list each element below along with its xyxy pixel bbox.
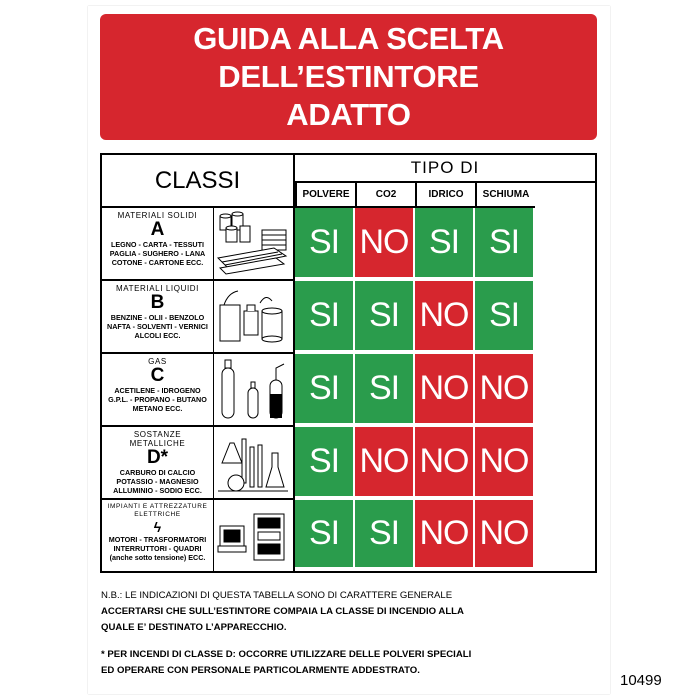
value-cell: SI [295,427,353,496]
class-letter: C [150,365,165,386]
class-letter: B [150,292,165,313]
class-row-a [102,208,295,281]
value-cell: NO [475,354,533,423]
type-header-schiuma: SCHIUMA [475,183,535,208]
value-cell: NO [415,354,473,423]
class-row-electrical [102,500,295,571]
class-row-b [102,281,295,354]
value-cell: SI [295,500,353,567]
note-class-d: * PER INCENDI DI CLASSE D: OCCORRE UTILIZZARE DELLE POLVERI SPECIALI [101,649,472,660]
value-cell: SI [475,281,533,350]
lab-flasks-icon [214,427,293,498]
value-cell: SI [355,354,413,423]
value-cell: NO [475,427,533,496]
value-cell: SI [355,281,413,350]
value-cell: NO [415,500,473,567]
lightning-icon: ϟ [153,519,162,535]
note-general: N.B.: LE INDICAZIONI DI QUESTA TABELLA SONO DI CARATTERE GENERALE [101,590,453,601]
product-code: 10499 [620,672,662,689]
class-description: MOTORI - TRASFORMATORI INTERRUTTORI - QUADRI (anche sotto tensione) ECC. [108,535,207,562]
type-header-co2: CO2 [355,183,415,208]
class-category: MATERIALI LIQUIDI [116,284,199,293]
value-cell: SI [355,500,413,567]
extinguisher-table [100,153,597,573]
class-category: IMPIANTI E ATTREZZATURE ELETTRICHE [107,503,208,518]
class-category: MATERIALI SOLIDI [117,211,198,220]
class-category: SOSTANZE METALLICHE [129,430,186,448]
type-header-idrico: IDRICO [415,183,475,208]
class-row-c [102,354,295,427]
paper-wood-icon [214,208,293,279]
gas-cylinders-icon [214,354,293,425]
types-header: TIPO DI [295,155,595,183]
class-description: LEGNO - CARTA - TESSUTI PAGLIA - SUGHERO - LANA COTONE - CARTONE ECC. [109,240,206,267]
page-title: GUIDA ALLA SCELTA DELL’ESTINTORE ADATTO [193,21,504,132]
note-class-d-cont: ED OPERARE CON PERSONALE PARTICOLARMENTE ADDESTRATO. [101,665,420,676]
value-cell: NO [415,427,473,496]
value-cell: SI [295,354,353,423]
note-check-class: ACCERTARSI CHE SULL’ESTINTORE COMPAIA LA CLASSE DI INCENDIO ALLA [101,606,464,617]
title-banner [100,14,597,140]
liquid-cans-icon [214,281,293,352]
class-letter: A [150,219,165,240]
value-cell: SI [475,208,533,277]
electrical-equipment-icon [214,500,293,571]
value-cell: NO [355,427,413,496]
class-description: CARBURO DI CALCIO POTASSIO - MAGNESIO ALLUMINIO - SODIO ECC. [113,468,202,495]
class-category: GAS [148,357,167,366]
value-cell: NO [355,208,413,277]
class-letter: D* [146,447,169,468]
value-cell: SI [415,208,473,277]
class-row-d [102,427,295,500]
class-description: ACETILENE - IDROGENO G.P.L. - PROPANO - BUTANO METANO ECC. [108,386,207,413]
classes-header: CLASSI [102,155,295,208]
value-cell: SI [295,208,353,277]
type-header-polvere: POLVERE [295,183,355,208]
value-cell: NO [415,281,473,350]
class-description: BENZINE - OLII - BENZOLO NAFTA - SOLVENTI - VERNICI ALCOLI ECC. [107,313,208,340]
value-cell: NO [475,500,533,567]
note-check-class-cont: QUALE E’ DESTINATO L’APPARECCHIO. [101,622,287,633]
value-cell: SI [295,281,353,350]
